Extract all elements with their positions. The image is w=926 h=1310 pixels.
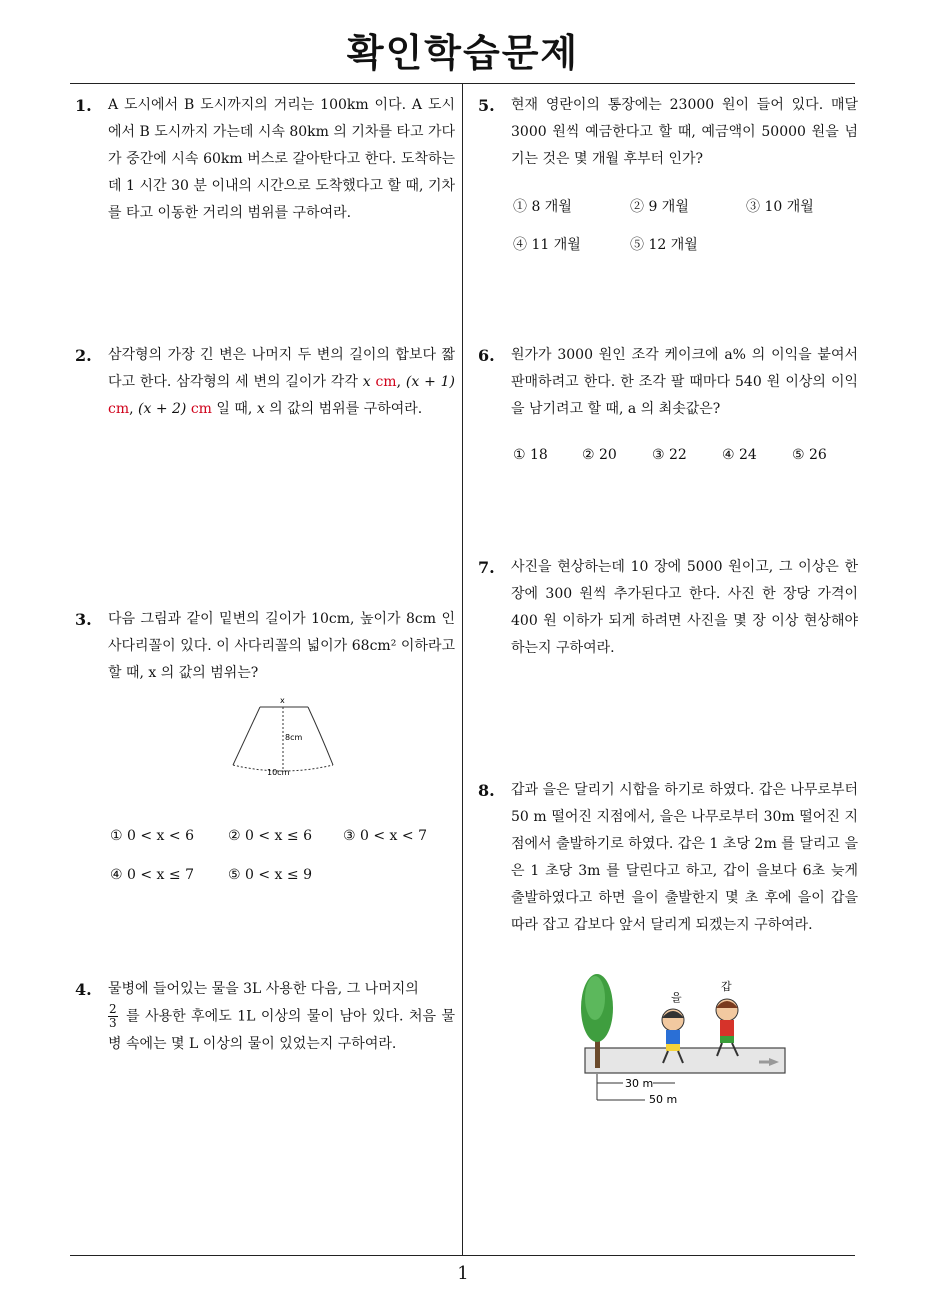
column-divider — [462, 83, 463, 1255]
problem-text: 원가가 3000 원인 조각 케이크에 a% 의 이익을 붙여서 판매하려고 한다. 한 조각 팔 때마다 540 원 이상의 이익을 남기려고 할 때, a 의 최솟값은? — [511, 347, 858, 417]
problem-3 — [75, 606, 455, 687]
choice-3[interactable]: ③ 0 < x < 7 — [343, 828, 427, 844]
problem-number: 5. — [478, 96, 495, 115]
problem-number: 1. — [75, 96, 92, 115]
choice-5[interactable]: ⑤ 26 — [792, 447, 827, 463]
problem-number: 8. — [478, 781, 495, 800]
choice-1[interactable]: ① 8 개월 — [513, 199, 572, 215]
choice-2[interactable]: ② 0 < x ≤ 6 — [228, 828, 312, 844]
race-figure — [575, 968, 790, 1108]
choice-4[interactable]: ④ 24 — [722, 447, 757, 463]
problem-text: 현재 영란이의 통장에는 23000 원이 들어 있다. 매달 3000 원씩 예금한다고 할 때, 예금액이 50000 원을 넘기는 것은 몇 개월 후부터 인가? — [511, 97, 858, 167]
label-gap: 갑 — [721, 980, 732, 993]
problem-text: 물병에 들어있는 물을 3L 사용한 다음, 그 나머지의 $\frac{2}{3}$ 를 사용한 후에도 1L 이상의 물이 남아 있다. 처음 물병 속에는 몇 L 이상의 물이 있었는지 구하여라. — [108, 981, 455, 1052]
choice-5[interactable]: ⑤ 0 < x ≤ 9 — [228, 867, 312, 883]
problem-7 — [478, 554, 858, 662]
top-label: x — [280, 696, 285, 705]
road — [585, 1048, 785, 1073]
choice-4[interactable]: ④ 0 < x ≤ 7 — [110, 867, 194, 883]
problem-text: 갑과 을은 달리기 시합을 하기로 하였다. 갑은 나무로부터 50 m 떨어진 지점에서, 을은 나무로부터 30m 떨어진 지점에서 출발하기로 하였다. 갑은 1 초당 2m 를 달리고 을은 1 초당 3m 를 달린다고 하고, 갑이 을보다 6초 늦게 출발하였다고 하면 을이 출발한지 몇 초 후에 을이 갑을 따라 잡고 갑보다 앞서 달리게 되겠는지 구하여라. — [511, 782, 858, 933]
problem-text: A 도시에서 B 도시까지의 거리는 100km 이다. A 도시에서 B 도시까지 가는데 시속 80km 의 기차를 타고 가다가 중간에 시속 60km 버스로 갈아탄다고 한다. 도착하는 데 1 시간 30 분 이내의 시간으로 도착했다고 할 때, 기차를 타고 이동한 거리의 범위를 구하여라. — [108, 97, 455, 221]
problem-number: 4. — [75, 980, 92, 999]
base-label: 10cm — [267, 768, 290, 777]
label-eul: 을 — [671, 991, 682, 1004]
problem-text: 다음 그림과 같이 밑변의 길이가 10cm, 높이가 8cm 인 사다리꼴이 있다. 이 사다리꼴의 넓이가 68cm² 이하라고 할 때, x 의 값의 범위는? — [108, 611, 455, 681]
choice-2[interactable]: ② 9 개월 — [630, 199, 689, 215]
choice-4[interactable]: ④ 11 개월 — [513, 237, 581, 253]
problem-text: 삼각형의 가장 긴 변은 나머지 두 변의 길이의 합보다 짧다고 한다. 삼각형의 세 변의 길이가 각각 x cm, (x + 1) cm, (x + 2) cm 일 때, x 의 값의 범위를 구하여라. — [108, 347, 456, 417]
trapezoid-figure — [225, 695, 345, 780]
distance-30m: 30 m — [625, 1077, 654, 1090]
problem-number: 3. — [75, 610, 92, 629]
choice-3[interactable]: ③ 10 개월 — [746, 199, 814, 215]
problem-text: 사진을 현상하는데 10 장에 5000 원이고, 그 이상은 한 장에 300 원씩 추가된다고 한다. 사진 한 장당 가격이 400 원 이하가 되게 하려면 사진을 몇 장 이상 현상해야 하는지 구하여라. — [511, 559, 858, 656]
bottom-divider — [70, 1255, 855, 1256]
choice-3[interactable]: ③ 22 — [652, 447, 687, 463]
choice-1[interactable]: ① 0 < x < 6 — [110, 828, 194, 844]
page-number: 1 — [457, 1263, 469, 1284]
problem-number: 2. — [75, 346, 92, 365]
height-label: 8cm — [285, 733, 303, 742]
choice-5[interactable]: ⑤ 12 개월 — [630, 237, 698, 253]
fraction: $\frac{2}{3}$ — [109, 1002, 117, 1030]
problem-8 — [478, 777, 858, 939]
problem-2 — [75, 342, 455, 423]
problem-5 — [478, 92, 858, 173]
choice-1[interactable]: ① 18 — [513, 447, 548, 463]
problem-number: 7. — [478, 558, 495, 577]
problem-4 — [75, 976, 455, 1058]
problem-number: 6. — [478, 346, 495, 365]
problem-1 — [75, 92, 455, 227]
distance-50m: 50 m — [649, 1093, 678, 1106]
page-title: 확인학습문제 — [346, 31, 580, 75]
choice-2[interactable]: ② 20 — [582, 447, 617, 463]
problem-6 — [478, 342, 858, 423]
